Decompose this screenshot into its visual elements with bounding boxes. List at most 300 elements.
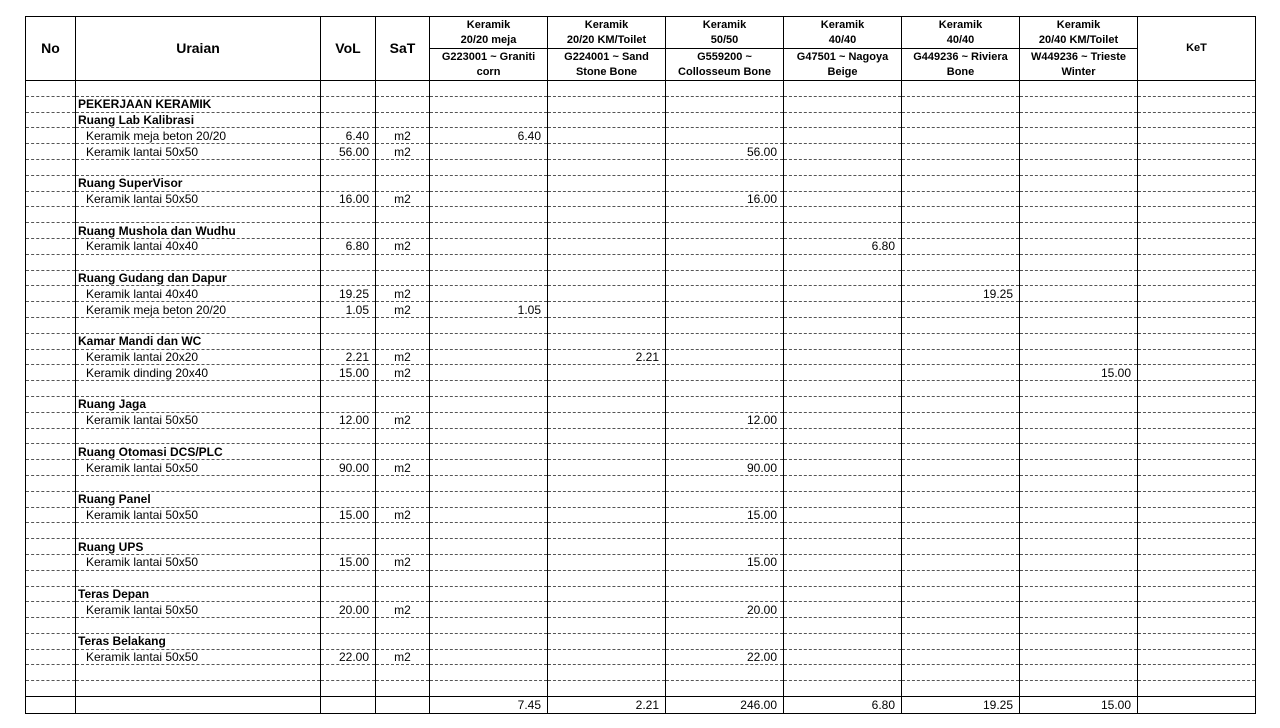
cell-uraian [76,665,321,681]
cell-col-0 [430,507,548,523]
cell-col-0 [430,286,548,302]
cell-ket [1138,381,1256,397]
cell-col-2 [666,539,784,555]
cell-col-3 [784,159,902,175]
cell-col-5 [1020,586,1138,602]
cell-no [26,554,76,570]
cell-col-4 [902,602,1020,618]
section-label: Teras Depan [76,586,321,602]
cell-col-2: 15.00 [666,507,784,523]
section-label: Teras Belakang [76,633,321,649]
blank-row [26,317,1256,333]
blank-row [26,381,1256,397]
cell-col-0 [430,586,548,602]
totals-row [26,697,1256,714]
cell-no [26,523,76,539]
cell-no [26,507,76,523]
cell-sat: m2 [376,286,430,302]
cell-col-3 [784,475,902,491]
cell-sat [376,175,430,191]
cell-col-3 [784,223,902,239]
cell-col-4 [902,381,1020,397]
cell-col-2 [666,665,784,681]
cell-col-0 [430,570,548,586]
table-row [26,412,1256,428]
cell-col-0 [430,412,548,428]
cell-no [26,333,76,349]
cell-col-3 [784,270,902,286]
cell-vol: 19.25 [321,286,376,302]
cell-no [26,633,76,649]
cell-no [26,428,76,444]
cell-col-4 [902,333,1020,349]
section-row [26,396,1256,412]
cell-ket [1138,365,1256,381]
cell-col-0 [430,96,548,112]
cell-col-5 [1020,681,1138,697]
cell-col-0 [430,665,548,681]
cell-col-2 [666,254,784,270]
cell-vol: 15.00 [321,365,376,381]
cell-col-2 [666,444,784,460]
cell-sat [376,159,430,175]
cell-ket [1138,681,1256,697]
cell-col-5 [1020,554,1138,570]
cell-col-1 [548,112,666,128]
section-label: Ruang Mushola dan Wudhu [76,223,321,239]
cell-col-0 [430,539,548,555]
cell-col-1 [548,412,666,428]
table-row [26,602,1256,618]
cell-ket [1138,175,1256,191]
total-sat [376,697,430,714]
header-no: No [26,17,76,81]
cell-col-4 [902,507,1020,523]
cell-vol: 90.00 [321,460,376,476]
cell-no [26,191,76,207]
cell-col-4 [902,665,1020,681]
cell-col-2: 90.00 [666,460,784,476]
table-row [26,554,1256,570]
cell-uraian [76,317,321,333]
cell-ket [1138,475,1256,491]
cell-col-1: 2.21 [548,349,666,365]
cell-vol [321,381,376,397]
cell-col-1 [548,444,666,460]
section-label: Ruang Jaga [76,396,321,412]
cell-col-5 [1020,112,1138,128]
cell-no [26,349,76,365]
cell-col-2: 22.00 [666,649,784,665]
cell-sat: m2 [376,128,430,144]
cell-col-2 [666,491,784,507]
cell-col-0 [430,444,548,460]
cell-col-4 [902,144,1020,160]
cell-col-4 [902,207,1020,223]
cell-col-5 [1020,302,1138,318]
cell-col-3 [784,523,902,539]
cell-ket [1138,254,1256,270]
cell-vol: 2.21 [321,349,376,365]
cell-col-4 [902,570,1020,586]
item-label: Keramik lantai 50x50 [76,412,321,428]
cell-col-5 [1020,286,1138,302]
cell-col-1 [548,633,666,649]
cell-sat [376,333,430,349]
cell-col-1 [548,191,666,207]
cell-col-3 [784,586,902,602]
cell-col-4 [902,396,1020,412]
cell-col-0 [430,633,548,649]
cell-no [26,570,76,586]
cell-col-5 [1020,96,1138,112]
cell-col-2 [666,475,784,491]
cell-col-4 [902,633,1020,649]
cell-col-2 [666,633,784,649]
cell-sat: m2 [376,191,430,207]
cell-col-0 [430,649,548,665]
cell-sat: m2 [376,365,430,381]
cell-col-1 [548,175,666,191]
cell-col-3 [784,175,902,191]
cell-col-5 [1020,649,1138,665]
cell-col-1 [548,238,666,254]
cell-col-3 [784,96,902,112]
cell-sat [376,207,430,223]
cell-col-5 [1020,238,1138,254]
cell-no [26,602,76,618]
cell-col-1 [548,381,666,397]
cell-sat [376,254,430,270]
cell-col-5 [1020,175,1138,191]
cell-col-4 [902,365,1020,381]
section-row [26,333,1256,349]
total-col-1: 2.21 [548,697,666,714]
cell-ket [1138,238,1256,254]
cell-col-5 [1020,396,1138,412]
cell-ket [1138,507,1256,523]
cell-col-5 [1020,191,1138,207]
cell-col-2 [666,175,784,191]
total-no [26,697,76,714]
cell-no [26,396,76,412]
section-row [26,633,1256,649]
header-col-1: Keramik 20/20 KM/Toilet [548,17,666,49]
cell-uraian [76,254,321,270]
cell-ket [1138,333,1256,349]
cell-uraian [76,207,321,223]
cell-col-1 [548,507,666,523]
cell-col-5 [1020,81,1138,97]
cell-sat [376,96,430,112]
cell-col-3 [784,460,902,476]
cell-col-5 [1020,333,1138,349]
cell-vol [321,428,376,444]
cell-sat: m2 [376,602,430,618]
cell-col-1 [548,365,666,381]
table-row [26,238,1256,254]
cell-col-5 [1020,507,1138,523]
cell-no [26,112,76,128]
cell-col-0 [430,191,548,207]
cell-col-3 [784,112,902,128]
cell-sat [376,665,430,681]
cell-col-4 [902,223,1020,239]
cell-col-2: 12.00 [666,412,784,428]
cell-col-2 [666,96,784,112]
cell-vol [321,112,376,128]
cell-sat: m2 [376,507,430,523]
cell-col-2 [666,333,784,349]
cell-vol [321,539,376,555]
cell-col-4 [902,412,1020,428]
cell-col-1 [548,254,666,270]
blank-row [26,207,1256,223]
cell-col-1 [548,96,666,112]
cell-no [26,144,76,160]
cell-no [26,539,76,555]
cell-ket [1138,428,1256,444]
cell-col-3: 6.80 [784,238,902,254]
cell-col-1 [548,428,666,444]
cell-ket [1138,207,1256,223]
cell-ket [1138,396,1256,412]
total-col-5: 15.00 [1020,697,1138,714]
cell-col-4 [902,159,1020,175]
cell-col-0 [430,254,548,270]
cell-col-3 [784,254,902,270]
cell-sat [376,396,430,412]
cell-ket [1138,317,1256,333]
cell-sat [376,444,430,460]
blank-row [26,428,1256,444]
cell-col-2 [666,570,784,586]
cell-col-5 [1020,223,1138,239]
cell-no [26,223,76,239]
cell-col-3 [784,507,902,523]
cell-sat: m2 [376,238,430,254]
cell-col-1 [548,128,666,144]
cell-col-1 [548,681,666,697]
cell-sat: m2 [376,349,430,365]
cell-col-4 [902,475,1020,491]
section-row [26,223,1256,239]
cell-no [26,460,76,476]
cell-col-1 [548,570,666,586]
cell-col-2 [666,270,784,286]
cell-col-0 [430,475,548,491]
cell-col-5 [1020,128,1138,144]
cell-col-0 [430,460,548,476]
cell-col-3 [784,665,902,681]
header-code-0: G223001 ~ Graniti corn [430,49,548,81]
cell-no [26,491,76,507]
total-col-2: 246.00 [666,697,784,714]
cell-col-5 [1020,317,1138,333]
cell-vol: 56.00 [321,144,376,160]
cell-uraian [76,618,321,634]
cell-col-4 [902,681,1020,697]
cell-col-0 [430,365,548,381]
cell-vol: 16.00 [321,191,376,207]
cell-no [26,381,76,397]
header-code-3: G47501 ~ Nagoya Beige [784,49,902,81]
cell-uraian [76,475,321,491]
cell-sat [376,428,430,444]
cell-sat [376,681,430,697]
blank-row [26,254,1256,270]
cell-col-2: 16.00 [666,191,784,207]
cell-col-4 [902,539,1020,555]
cell-no [26,586,76,602]
table-body [26,81,1256,697]
cell-col-0 [430,175,548,191]
cell-col-2 [666,112,784,128]
cell-col-0: 1.05 [430,302,548,318]
cell-col-2: 15.00 [666,554,784,570]
cell-sat [376,539,430,555]
cell-vol: 15.00 [321,507,376,523]
cell-col-3 [784,602,902,618]
cell-col-1 [548,81,666,97]
cell-col-2: 20.00 [666,602,784,618]
section-row [26,444,1256,460]
cell-no [26,317,76,333]
cell-no [26,618,76,634]
cell-ket [1138,81,1256,97]
cell-col-1 [548,618,666,634]
item-label: Keramik lantai 50x50 [76,460,321,476]
cell-col-4: 19.25 [902,286,1020,302]
spreadsheet [25,16,1255,714]
cell-col-3 [784,365,902,381]
header-code-2: G559200 ~ Collosseum Bone [666,49,784,81]
cell-col-5 [1020,618,1138,634]
cell-vol [321,618,376,634]
cell-vol: 20.00 [321,602,376,618]
item-label: Keramik lantai 50x50 [76,649,321,665]
cell-col-2 [666,381,784,397]
item-label: Keramik lantai 50x50 [76,191,321,207]
cell-col-0 [430,523,548,539]
cell-col-0 [430,396,548,412]
cell-col-2 [666,317,784,333]
cell-col-4 [902,191,1020,207]
cell-ket [1138,460,1256,476]
table-row [26,365,1256,381]
cell-col-0 [430,333,548,349]
header-col-3: Keramik 40/40 [784,17,902,49]
cell-col-5 [1020,428,1138,444]
cell-col-4 [902,349,1020,365]
total-col-4: 19.25 [902,697,1020,714]
cell-col-1 [548,523,666,539]
cell-col-0 [430,681,548,697]
item-label: Keramik lantai 20x20 [76,349,321,365]
cell-col-0 [430,223,548,239]
cell-col-0 [430,144,548,160]
cell-sat [376,523,430,539]
cell-col-2 [666,428,784,444]
cell-col-0 [430,602,548,618]
cell-col-3 [784,396,902,412]
cell-col-4 [902,270,1020,286]
blank-row [26,475,1256,491]
cell-no [26,238,76,254]
item-label: Keramik lantai 40x40 [76,286,321,302]
cell-vol [321,159,376,175]
cell-ket [1138,349,1256,365]
item-label: Keramik lantai 50x50 [76,602,321,618]
cell-sat [376,570,430,586]
cell-ket [1138,444,1256,460]
cell-sat [376,586,430,602]
cell-ket [1138,554,1256,570]
cell-col-2 [666,238,784,254]
blank-row [26,618,1256,634]
cell-col-0 [430,159,548,175]
cell-col-0 [430,349,548,365]
cell-col-4 [902,491,1020,507]
item-label: Keramik lantai 50x50 [76,507,321,523]
section-row [26,175,1256,191]
cell-col-2 [666,223,784,239]
cell-vol [321,223,376,239]
cell-ket [1138,539,1256,555]
cell-ket [1138,523,1256,539]
cell-uraian [76,159,321,175]
cell-col-2 [666,207,784,223]
cell-vol: 22.00 [321,649,376,665]
cell-col-4 [902,554,1020,570]
section-label: Ruang Otomasi DCS/PLC [76,444,321,460]
cell-col-5 [1020,602,1138,618]
cell-sat [376,317,430,333]
section-label: Ruang Gudang dan Dapur [76,270,321,286]
cell-col-1 [548,665,666,681]
cell-no [26,649,76,665]
cell-uraian [76,523,321,539]
cell-col-1 [548,159,666,175]
header-ket: KeT [1138,17,1256,81]
cell-col-4 [902,112,1020,128]
cell-no [26,665,76,681]
cell-col-1 [548,317,666,333]
cell-col-1 [548,223,666,239]
item-label: Keramik lantai 50x50 [76,144,321,160]
cell-ket [1138,112,1256,128]
cell-col-4 [902,586,1020,602]
ceramic-table [25,16,1256,714]
cell-no [26,81,76,97]
section-row [26,586,1256,602]
cell-col-1 [548,207,666,223]
cell-vol: 1.05 [321,302,376,318]
cell-no [26,681,76,697]
cell-col-4 [902,128,1020,144]
cell-sat: m2 [376,649,430,665]
total-col-3: 6.80 [784,697,902,714]
item-label: Keramik lantai 40x40 [76,238,321,254]
section-row [26,96,1256,112]
cell-col-2 [666,523,784,539]
cell-ket [1138,223,1256,239]
cell-no [26,128,76,144]
item-label: Keramik meja beton 20/20 [76,128,321,144]
section-label: Ruang Panel [76,491,321,507]
cell-col-1 [548,460,666,476]
cell-col-2 [666,128,784,144]
